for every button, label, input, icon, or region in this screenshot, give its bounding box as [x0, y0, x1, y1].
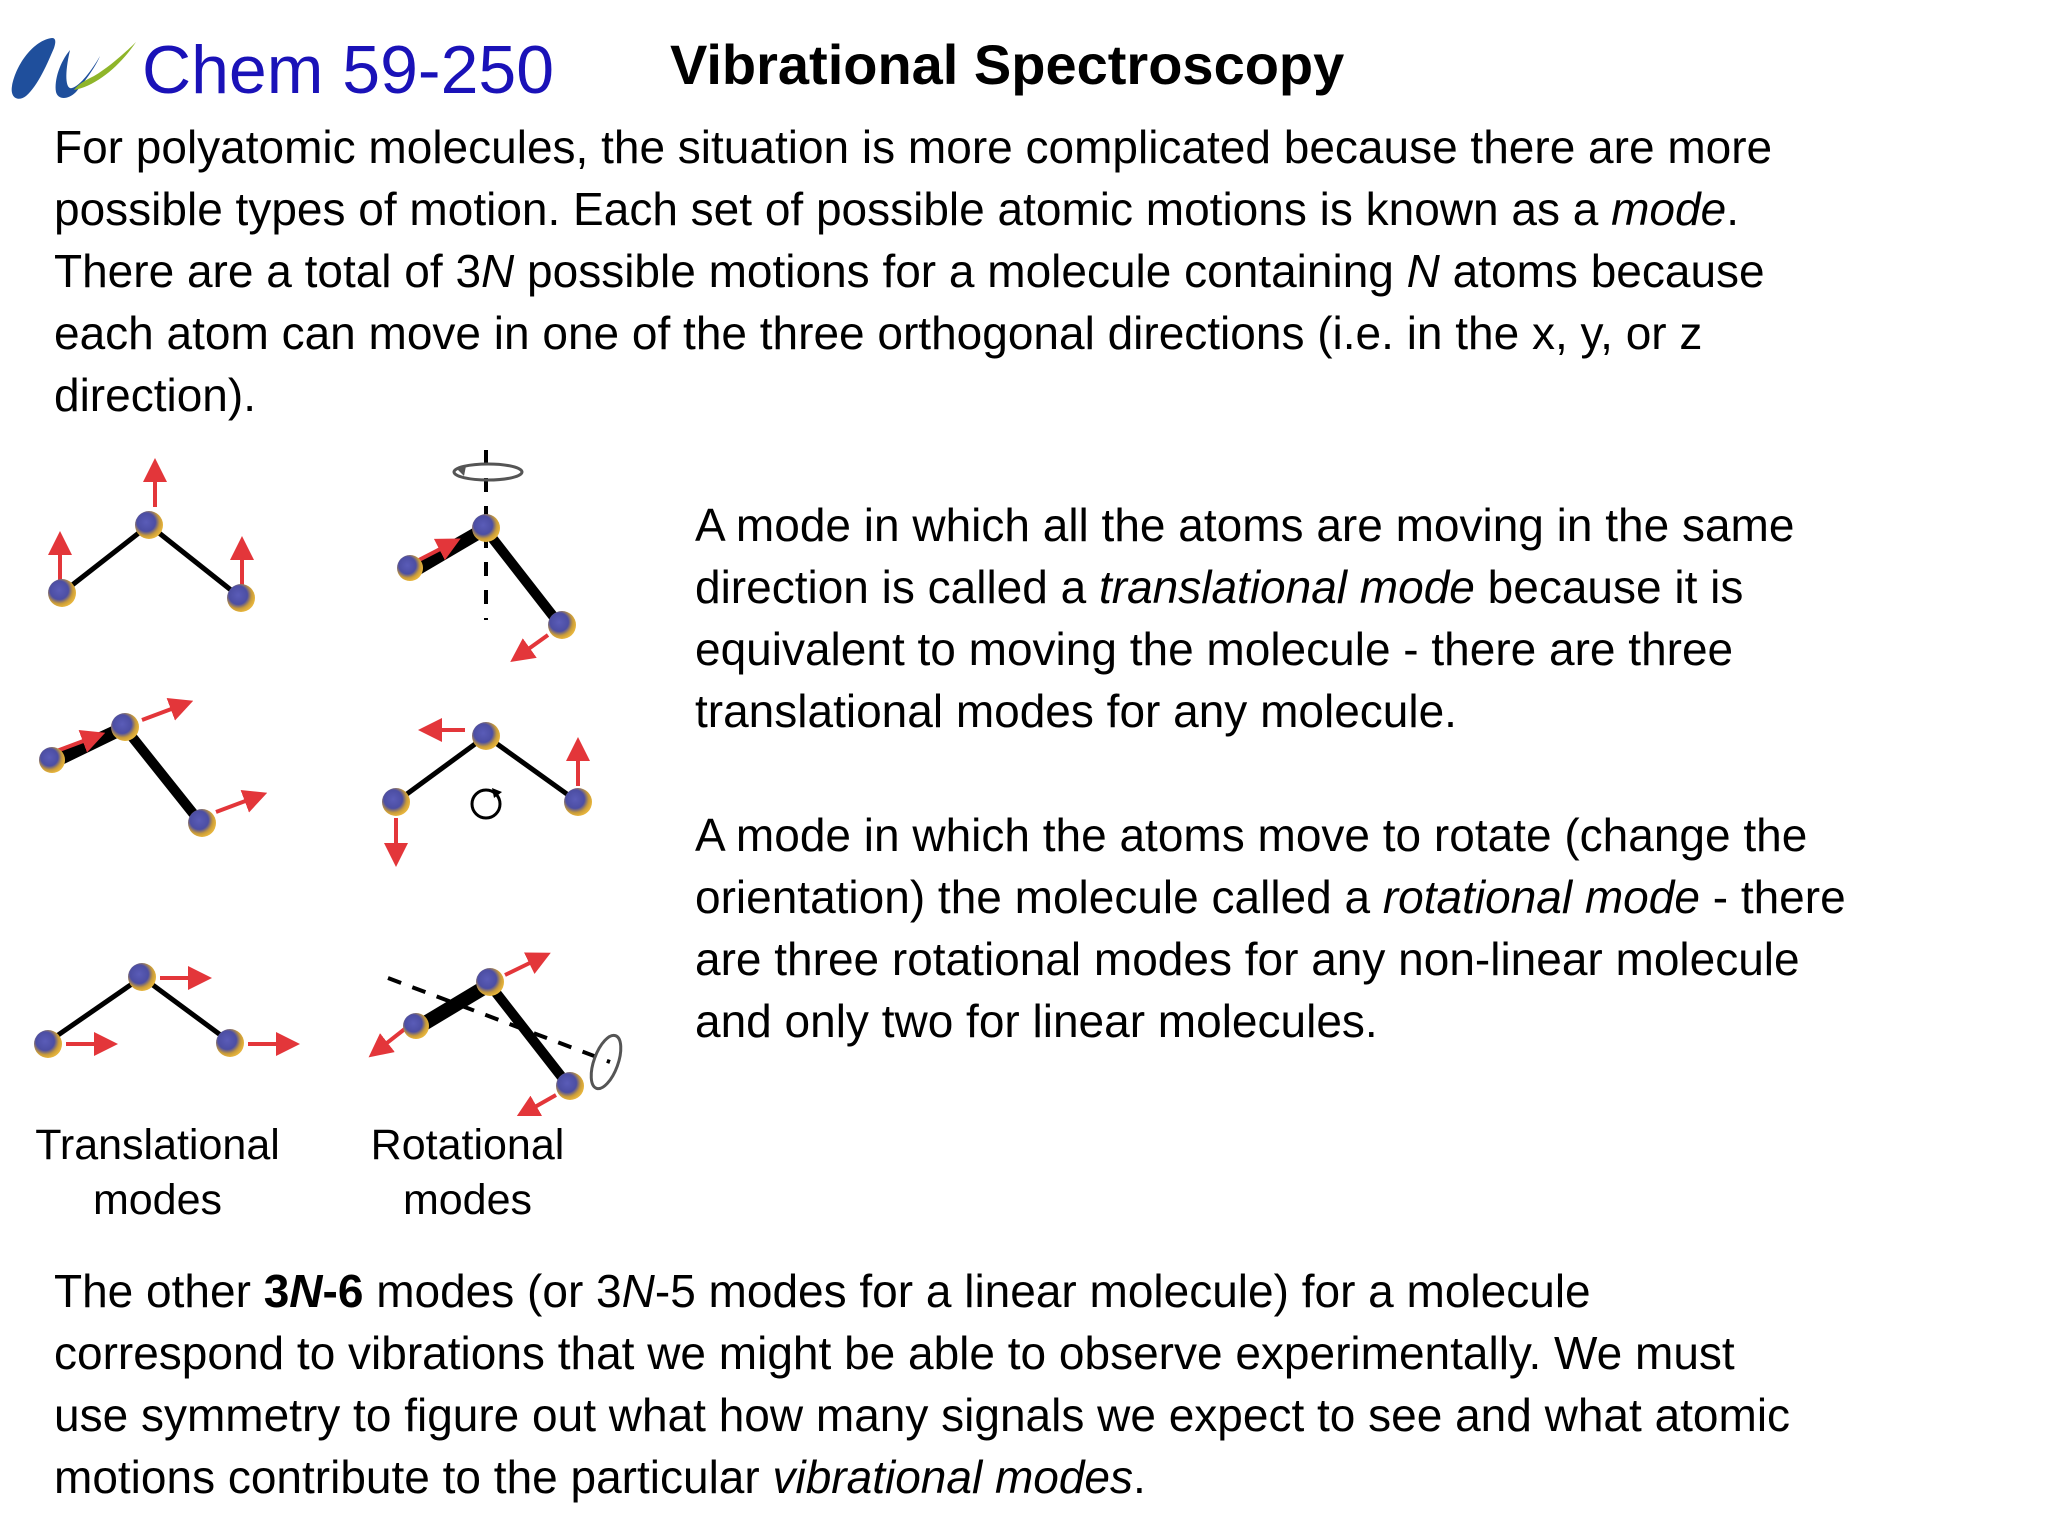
atom-icon	[397, 555, 423, 581]
atom-icon	[48, 579, 76, 607]
text-line	[54, 302, 1772, 364]
text-run: motions contribute to the particular	[54, 1451, 773, 1503]
translational-mode-diagonal	[39, 705, 256, 837]
formula-3n6-part: -6	[322, 1265, 364, 1317]
text-line	[695, 618, 1794, 680]
text-run: equivalent to moving the molecule - there are three	[695, 623, 1734, 675]
text-line	[695, 866, 1846, 928]
caption-rotational-modes	[330, 1118, 605, 1228]
text-line	[54, 1446, 1790, 1508]
text-run: translational modes for any molecule.	[695, 685, 1457, 737]
atom-icon	[382, 788, 410, 816]
atom-icon	[403, 1013, 429, 1039]
atom-icon	[227, 584, 255, 612]
rotational-mode-in-plane	[382, 722, 592, 855]
text-line	[54, 364, 1772, 426]
text-run: because it is	[1474, 561, 1744, 613]
atom-icon	[216, 1029, 244, 1057]
atom-icon	[34, 1030, 62, 1058]
molecular-modes-diagram	[20, 450, 650, 1116]
text-run: modes (or 3	[363, 1265, 622, 1317]
caption-line: Rotational	[370, 1121, 565, 1169]
atom-icon	[472, 514, 500, 542]
atom-icon	[111, 713, 139, 741]
text-run: possible motions for a molecule containing	[514, 245, 1407, 297]
variable-n: N	[621, 1265, 655, 1317]
atom-icon	[564, 788, 592, 816]
text-line	[54, 1322, 1790, 1384]
vibrational-modes-paragraph	[54, 1260, 1790, 1508]
text-run: atoms because	[1439, 245, 1765, 297]
text-line	[54, 240, 1772, 302]
caption-line: Translational	[35, 1121, 280, 1169]
university-logo-icon	[4, 30, 140, 104]
atom-icon	[548, 611, 576, 639]
caption-line: modes	[402, 1176, 533, 1224]
text-run: direction is called a	[695, 561, 1099, 613]
rotation-icon	[585, 1032, 627, 1093]
text-run: direction).	[54, 369, 256, 421]
text-run: - there	[1699, 871, 1846, 923]
text-line	[695, 990, 1846, 1052]
text-run: each atom can move in one of the three orthogonal directions (i.e. in the x, y, or z	[54, 307, 1703, 359]
translational-mode-up	[48, 470, 255, 612]
text-run: correspond to vibrations that we might be able to observe experimentally. We must	[54, 1327, 1735, 1379]
text-line	[695, 494, 1794, 556]
rotational-mode-paragraph	[695, 804, 1846, 1052]
translational-mode-paragraph	[695, 494, 1794, 742]
text-run: A mode in which the atoms move to rotate (change the	[695, 809, 1808, 861]
text-line	[695, 928, 1846, 990]
text-run: A mode in which all the atoms are moving in the same	[695, 499, 1795, 551]
rotational-mode-tilted-axis	[378, 958, 627, 1112]
term-mode: mode	[1611, 183, 1727, 235]
text-run: use symmetry to figure out what how many signals we expect to see and what atomic	[54, 1389, 1791, 1441]
slide-title: Vibrational Spectroscopy	[670, 33, 1345, 96]
atom-icon	[39, 747, 65, 773]
variable-n: N	[1406, 245, 1440, 297]
term-vibrational-modes: vibrational modes	[772, 1451, 1134, 1503]
variable-n: N	[481, 245, 515, 297]
text-run: For polyatomic molecules, the situation is more complicated because there are more	[54, 121, 1773, 173]
course-code: Chem 59-250	[142, 32, 555, 108]
formula-3n6-part: N	[289, 1265, 323, 1317]
term-rotational-mode: rotational mode	[1382, 871, 1700, 923]
text-run: There are a total of 3	[54, 245, 482, 297]
text-run: -5 modes for a linear molecule) for a molecule	[654, 1265, 1591, 1317]
atom-icon	[128, 963, 156, 991]
formula-3n6-part: 3	[263, 1265, 290, 1317]
text-run: The other	[54, 1265, 264, 1317]
translational-mode-right	[34, 963, 288, 1058]
atom-icon	[472, 722, 500, 750]
text-run: are three rotational modes for any non-linear molecule	[695, 933, 1800, 985]
intro-paragraph	[54, 116, 1772, 426]
text-run: .	[1133, 1451, 1146, 1503]
text-line	[54, 1384, 1790, 1446]
text-run: and only two for linear molecules.	[695, 995, 1378, 1047]
term-translational-mode: translational mode	[1098, 561, 1475, 613]
atom-icon	[135, 511, 163, 539]
text-run: possible types of motion. Each set of possible atomic motions is known as a	[54, 183, 1612, 235]
text-line	[54, 116, 1772, 178]
text-line	[695, 556, 1794, 618]
caption-translational-modes	[20, 1118, 295, 1228]
rotational-mode-vertical-axis	[397, 450, 576, 655]
atom-icon	[188, 809, 216, 837]
text-run: orientation) the molecule called a	[695, 871, 1383, 923]
text-run: .	[1726, 183, 1739, 235]
text-line	[695, 804, 1846, 866]
text-line	[695, 680, 1794, 742]
atom-icon	[476, 968, 504, 996]
text-line	[54, 1260, 1790, 1322]
text-line	[54, 178, 1772, 240]
atom-icon	[556, 1072, 584, 1100]
caption-line: modes	[92, 1176, 223, 1224]
